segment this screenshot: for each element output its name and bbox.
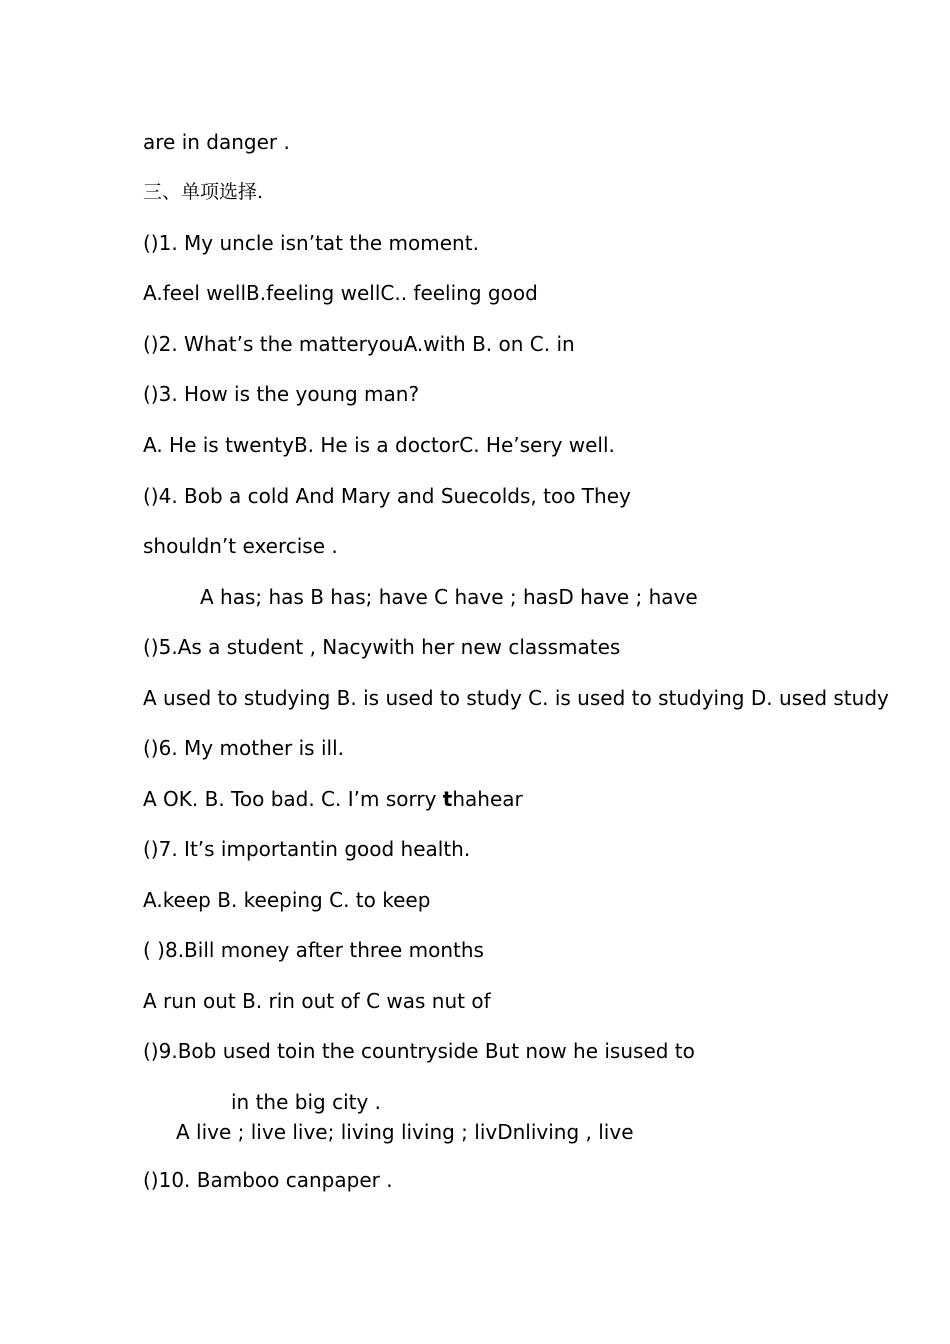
question-6-options-tail: hahear bbox=[452, 787, 523, 811]
question-6-options-text: A OK. B. Too bad. C. I’m sorry bbox=[143, 787, 443, 811]
question-9-continued: in the big city . bbox=[231, 1090, 382, 1114]
question-9: ()9.Bob used toin the countryside But now he isused to bbox=[143, 1039, 695, 1063]
question-8-options: A run out B. rin out of C was nut of bbox=[143, 989, 491, 1013]
question-5: ()5.As a student , Nacywith her new classmates bbox=[143, 635, 621, 659]
question-3-options: A. He is twentyB. He is a doctorC. He’sery well. bbox=[143, 433, 615, 457]
question-4-options: A has; has B has; have C have ; hasD have ; have bbox=[200, 585, 698, 609]
question-4: ()4. Bob a cold And Mary and Suecolds, too They bbox=[143, 484, 631, 508]
section-heading: 三、单项选择. bbox=[143, 181, 264, 203]
question-6-options bbox=[143, 787, 523, 811]
question-10: ()10. Bamboo canpaper . bbox=[143, 1168, 393, 1192]
question-6: ()6. My mother is ill. bbox=[143, 736, 344, 760]
question-9-options: A live ; live live; living living ; livDnliving , live bbox=[176, 1120, 634, 1144]
question-8: ( )8.Bill money after three months bbox=[143, 938, 484, 962]
question-5-options: A used to studying B. is used to study C. is used to studying D. used study bbox=[143, 686, 889, 710]
question-2: ()2. What’s the matteryouA.with B. on C. in bbox=[143, 332, 575, 356]
question-7-options: A.keep B. keeping C. to keep bbox=[143, 888, 431, 912]
question-4-continued: shouldn’t exercise . bbox=[143, 534, 338, 558]
question-6-bold-letter: t bbox=[442, 787, 453, 811]
question-1-options: A.feel wellB.feeling wellC.. feeling good bbox=[143, 281, 538, 305]
question-7: ()7. It’s importantin good health. bbox=[143, 837, 471, 861]
text-line: are in danger . bbox=[143, 130, 290, 154]
question-1: ()1. My uncle isn’tat the moment. bbox=[143, 231, 479, 255]
question-3: ()3. How is the young man? bbox=[143, 382, 420, 406]
